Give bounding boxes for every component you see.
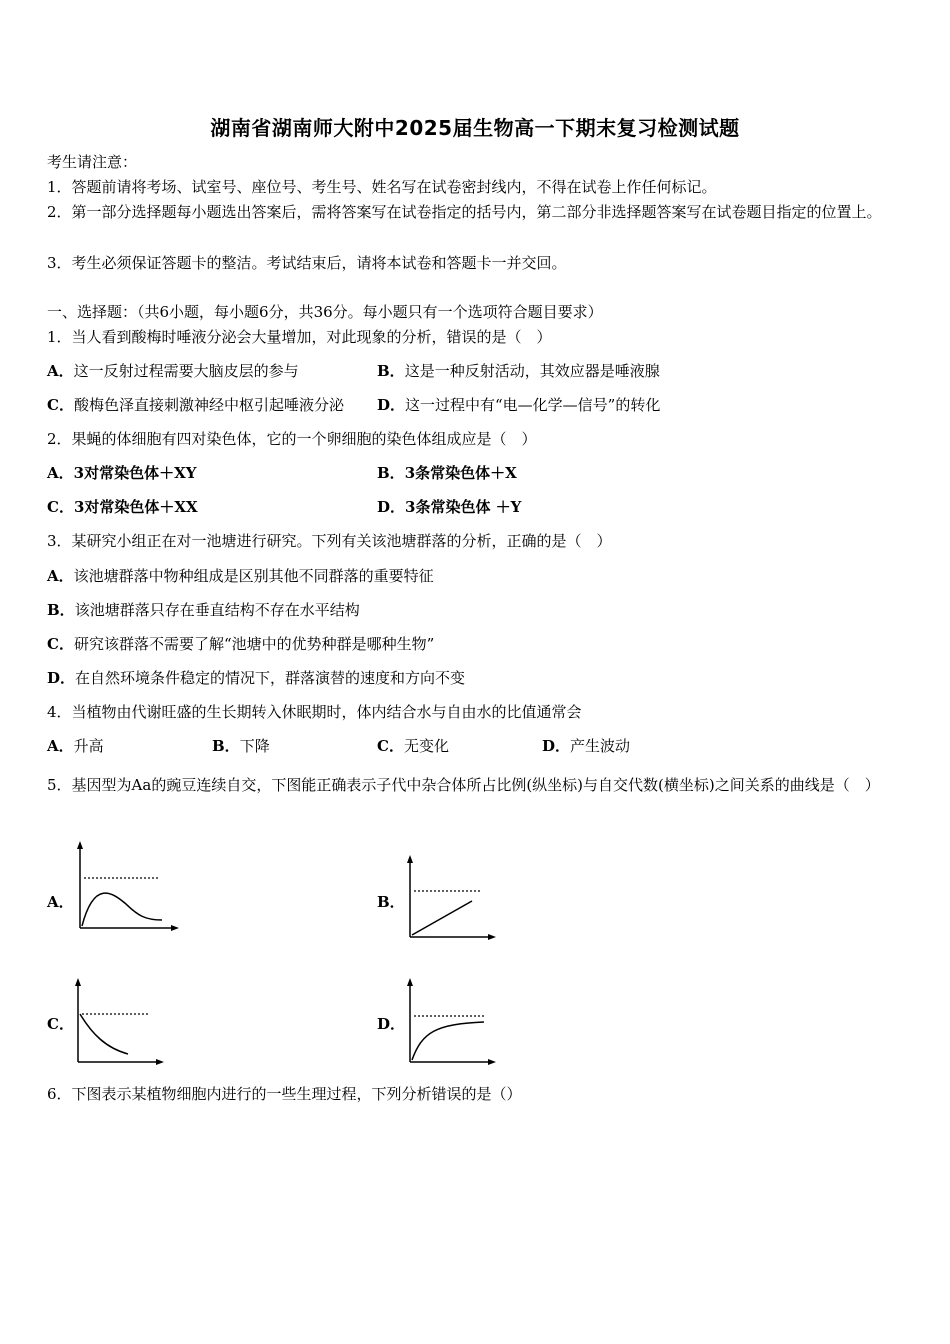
question-stem: 3．某研究小组正在对一池塘进行研究。下列有关该池塘群落的分析，正确的是（ ） — [47, 532, 612, 550]
option: D．3条常染色体 ＋Y — [377, 498, 522, 516]
option-label: B． — [377, 893, 405, 911]
question-stem: 5．基因型为Aa的豌豆连续自交，下图能正确表示子代中杂合体所占比例(纵坐标)与自交代数(横坐标)之间关系的曲线是（ ） — [47, 776, 880, 794]
question-stem: 1．当人看到酸梅时唾液分泌会大量增加，对此现象的分析，错误的是（ ） — [47, 328, 552, 346]
option-label: D． — [377, 1015, 406, 1033]
axes-saturation-curve-icon — [400, 976, 500, 1068]
question-stem: 4．当植物由代谢旺盛的生长期转入休眠期时，体内结合水与自由水的比值通常会 — [47, 703, 582, 721]
option: B．下降 — [212, 737, 270, 755]
axes-hump-curve-icon — [72, 840, 182, 935]
option: A．升高 — [47, 737, 104, 755]
option: B．3条常染色体＋X — [377, 464, 517, 482]
notice-item: 3．考生必须保证答题卡的整洁。考试结束后，请将本试卷和答题卡一并交回。 — [47, 254, 567, 272]
option: A．该池塘群落中物种组成是区别其他不同群落的重要特征 — [47, 567, 434, 585]
option: D．产生波动 — [542, 737, 631, 755]
axes-rising-line-icon — [400, 853, 500, 943]
option: C．无变化 — [377, 737, 449, 755]
option: C．酸梅色泽直接刺激神经中枢引起唾液分泌 — [47, 396, 344, 414]
option-label: A． — [47, 893, 74, 911]
notice-item: 1．答题前请将考场、试室号、座位号、考生号、姓名写在试卷密封线内，不得在试卷上作任何标记。 — [47, 178, 717, 196]
option: B．这是一种反射活动，其效应器是唾液腺 — [377, 362, 660, 380]
option-label: C． — [47, 1015, 74, 1033]
section-heading: 一、选择题：（共6小题，每小题6分，共36分。每小题只有一个选项符合题目要求） — [47, 303, 603, 321]
option: D．在自然环境条件稳定的情况下，群落演替的速度和方向不变 — [47, 669, 466, 687]
option: C．研究该群落不需要了解“池塘中的优势种群是哪种生物” — [47, 635, 435, 653]
option: B．该池塘群落只存在垂直结构不存在水平结构 — [47, 601, 360, 619]
option: D．这一过程中有“电—化学—信号”的转化 — [377, 396, 661, 414]
question-stem: 6．下图表示某植物细胞内进行的一些生理过程，下列分析错误的是（） — [47, 1085, 522, 1103]
option: A．这一反射过程需要大脑皮层的参与 — [47, 362, 299, 380]
page-title: 湖南省湖南师大附中2025届生物高一下期末复习检测试题 — [210, 116, 740, 140]
option: A．3对常染色体＋XY — [47, 464, 197, 482]
question-stem: 2．果蝇的体细胞有四对染色体，它的一个卵细胞的染色体组成应是（ ） — [47, 430, 537, 448]
axes-decay-curve-icon — [68, 976, 168, 1068]
notice-item: 2．第一部分选择题每小题选出答案后，需将答案写在试卷指定的括号内，第二部分非选择题答案写在试卷题目指定的位置上。 — [47, 203, 882, 221]
option: C．3对常染色体＋XX — [47, 498, 198, 516]
notice-heading: 考生请注意： — [47, 153, 138, 171]
